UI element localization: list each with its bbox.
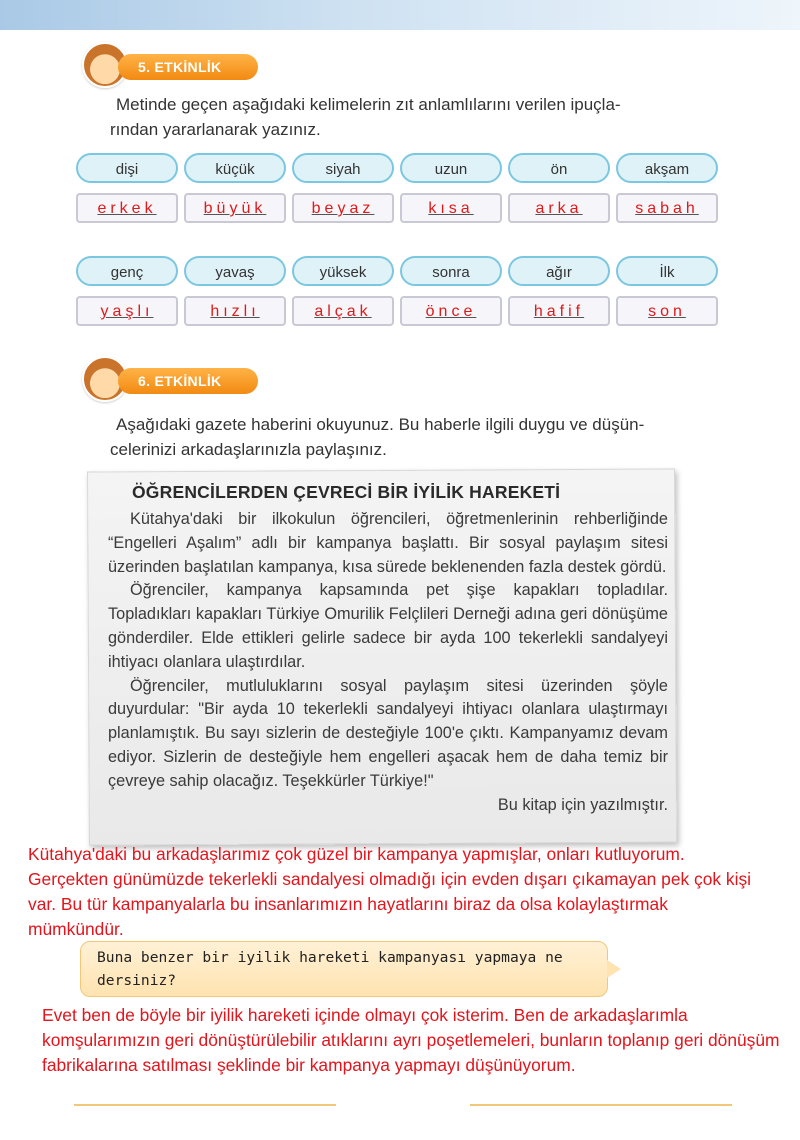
cue-word: genç [76, 256, 178, 286]
cue-word: yavaş [184, 256, 286, 286]
antonym-grid-1 [70, 153, 720, 233]
cue-word: İlk [616, 256, 718, 286]
cue-word: yüksek [292, 256, 394, 286]
answer-box[interactable]: büyük [184, 193, 286, 223]
answer-box[interactable]: erkek [76, 193, 178, 223]
news-paragraph: Kütahya'daki bir ilkokulun öğrencileri, öğretmenlerinin rehberliğinde “Engelleri Aşalım” adlı bir kampanya başlattı. Bir sosyal paylaşım sitesi üzerinden başlatılan kampanya, kısa sürede beklenenden fazla destek gördü. [108, 510, 668, 576]
instruction-line: celerinizi arkadaşlarınızla paylaşınız. [110, 440, 387, 459]
footer-divider [74, 1104, 336, 1106]
instruction-line: Aşağıdaki gazete haberini okuyunuz. Bu haberle ilgili duygu ve düşün- [116, 415, 645, 434]
handwritten-answer-2: Evet ben de böyle bir iyilik hareketi içinde olmayı çok isterim. Ben de arkadaşlarımla komşularımızın geri dönüştürülebilir atıklarını ayrı poşetlemeleri, bunların toplanıp geri dönüşüm fabrikalarına satılması şeklinde bir kampanya yapmayı düşünüyorum. [42, 1005, 780, 1075]
cue-word: küçük [184, 153, 286, 183]
answer-box[interactable]: yaşlı [76, 296, 178, 326]
answer-box[interactable]: beyaz [292, 193, 394, 223]
cue-word: ağır [508, 256, 610, 286]
answer-box[interactable]: alçak [292, 296, 394, 326]
answer-box[interactable]: önce [400, 296, 502, 326]
question-bubble [80, 941, 608, 997]
footer-divider [470, 1104, 732, 1106]
cue-word: siyah [292, 153, 394, 183]
cue-word: sonra [400, 256, 502, 286]
cue-word: uzun [400, 153, 502, 183]
question-text: Buna benzer bir iyilik hareketi kampanyası yapmaya ne dersiniz? [97, 949, 563, 989]
answer-row [70, 193, 720, 233]
activity-5-label: 5. ETKİNLİK [118, 54, 258, 80]
cue-row [70, 153, 720, 193]
answer-box[interactable]: son [616, 296, 718, 326]
cue-word: akşam [616, 153, 718, 183]
instruction-line: Metinde geçen aşağıdaki kelimelerin zıt anlamlılarını verilen ipuçla- [116, 95, 621, 114]
handwritten-answer-1: Kütahya'daki bu arkadaşlarımız çok güzel bir kampanya yapmışlar, onları kutluyorum. Gerçekten günümüzde tekerlekli sandalyesi olmadığı için evden dışarı çıkamayan pek çok kişi var. Bu tür kampanyalarla bu insanlarımızın hayatlarını biraz da olsa kolaylaştırmak mümkündür. [28, 844, 752, 939]
instruction-line: rından yararlanarak yazınız. [110, 120, 321, 139]
activity-6-instruction [110, 412, 690, 462]
news-paragraph: Öğrenciler, mutluluklarını sosyal paylaşım sitesi üzerinden şöyle duyurdular: "Bir ayda 10 tekerlekli sandalyeyi ihtiyacı olanlara ulaştırmayı planlamıştık. Bu sayı sizlerin de desteğiyle 100'e çıktı. Kampanyamız devam ediyor. Sizlerin de desteğiyle hem engelleri aşacak hem de daha temiz bir çevreye sahip olacağız. Teşekkürler Türkiye!" [108, 676, 668, 790]
answer-box[interactable]: hızlı [184, 296, 286, 326]
antonym-grid-2 [70, 256, 720, 336]
cue-row [70, 256, 720, 296]
answer-box[interactable]: sabah [616, 193, 718, 223]
news-title: ÖĞRENCİLERDEN ÇEVRECİ BİR İYİLİK HAREKETİ [132, 482, 561, 502]
answer-box[interactable]: hafif [508, 296, 610, 326]
news-body [108, 508, 668, 817]
activity-6-label: 6. ETKİNLİK [118, 368, 258, 394]
answer-row [70, 296, 720, 336]
answer-box[interactable]: kısa [400, 193, 502, 223]
news-paragraph: Öğrenciler, kampanya kapsamında pet şişe kapakları topladılar. Topladıkları kapakları Türkiye Omurilik Felçlileri Derneği adına geri dönüşüme gönderdiler. Elde ettikleri gelirle sadece bir ayda 100 tekerlekli sandalyeyi ihtiyacı olanlara ulaştırdılar. [108, 581, 668, 671]
cue-word: dişi [76, 153, 178, 183]
answer-box[interactable]: arka [508, 193, 610, 223]
activity-5-instruction [110, 92, 690, 142]
page-header-bar [0, 0, 800, 30]
cue-word: ön [508, 153, 610, 183]
news-signature: Bu kitap için yazılmıştır. [497, 795, 668, 814]
